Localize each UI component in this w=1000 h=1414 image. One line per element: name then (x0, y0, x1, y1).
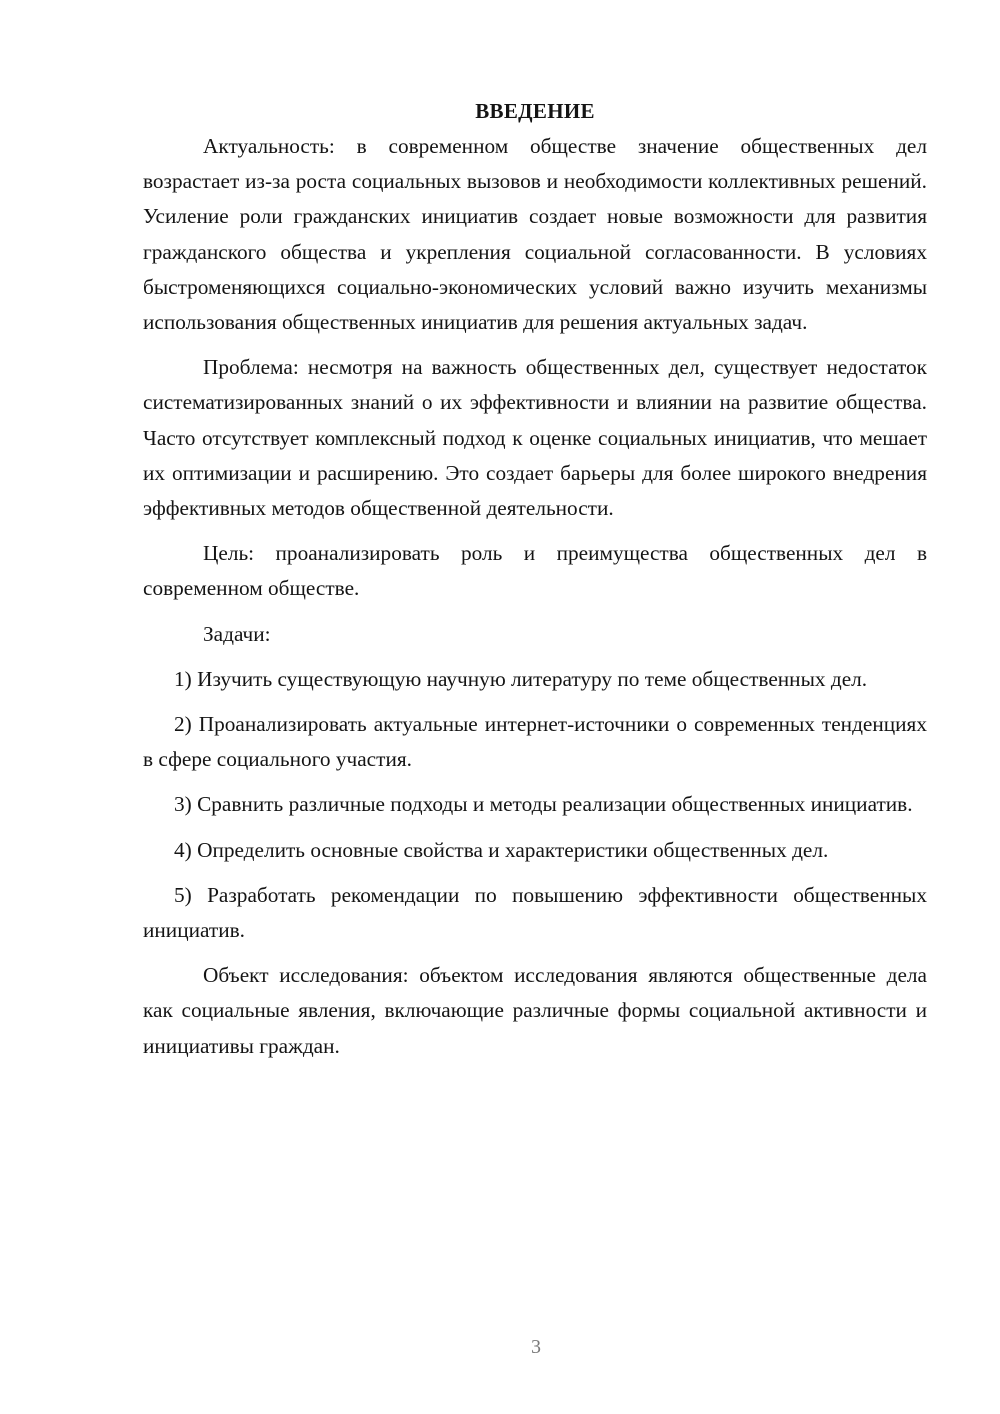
tasks-label: Задачи: (203, 621, 271, 646)
section-heading: ВВЕДЕНИЕ (475, 99, 595, 123)
problem-paragraph: Проблема: несмотря на важность общественных дел, существует недостаток систематизированных знаний о их эффективности и влиянии на развитие общества. Часто отсутствует комплексный подход к оценке социальных инициатив, что мешает их оптимизации и расширению. Это создает барьеры для более широкого внедрения эффективных методов общественной деятельности. (143, 355, 927, 521)
task-item-5: 5) Разработать рекомендации по повышению эффективности общественных инициатив. (143, 882, 927, 943)
page-content (143, 96, 927, 1064)
task-item-3: 3) Сравнить различные подходы и методы реализации общественных инициатив. (174, 792, 913, 817)
page-number: 3 (531, 1336, 541, 1358)
goal-paragraph: Цель: проанализировать роль и преимущества общественных дел в современном обществе. (143, 541, 927, 601)
object-paragraph: Объект исследования: объектом исследования являются общественные дела как социальные явления, включающие различные формы социальной активности и инициативы граждан. (143, 963, 927, 1058)
relevance-paragraph: Актуальность: в современном обществе значение общественных дел возрастает из-за роста социальных вызовов и необходимости коллективных решений. Усиление роли гражданских инициатив создает новые возможности для развития гражданского общества и укрепления социальной согласованности. В условиях быстроменяющихся социально-экономических условий важно изучить механизмы использования общественных инициатив для решения актуальных задач. (143, 134, 927, 335)
tasks-list (143, 662, 927, 948)
task-item-1: 1) Изучить существующую научную литературу по теме общественных дел. (174, 666, 868, 691)
task-item-2: 2) Проанализировать актуальные интернет-источники о современных тенденциях в сфере социального участия. (143, 712, 927, 772)
task-item-4: 4) Определить основные свойства и характеристики общественных дел. (174, 837, 829, 862)
